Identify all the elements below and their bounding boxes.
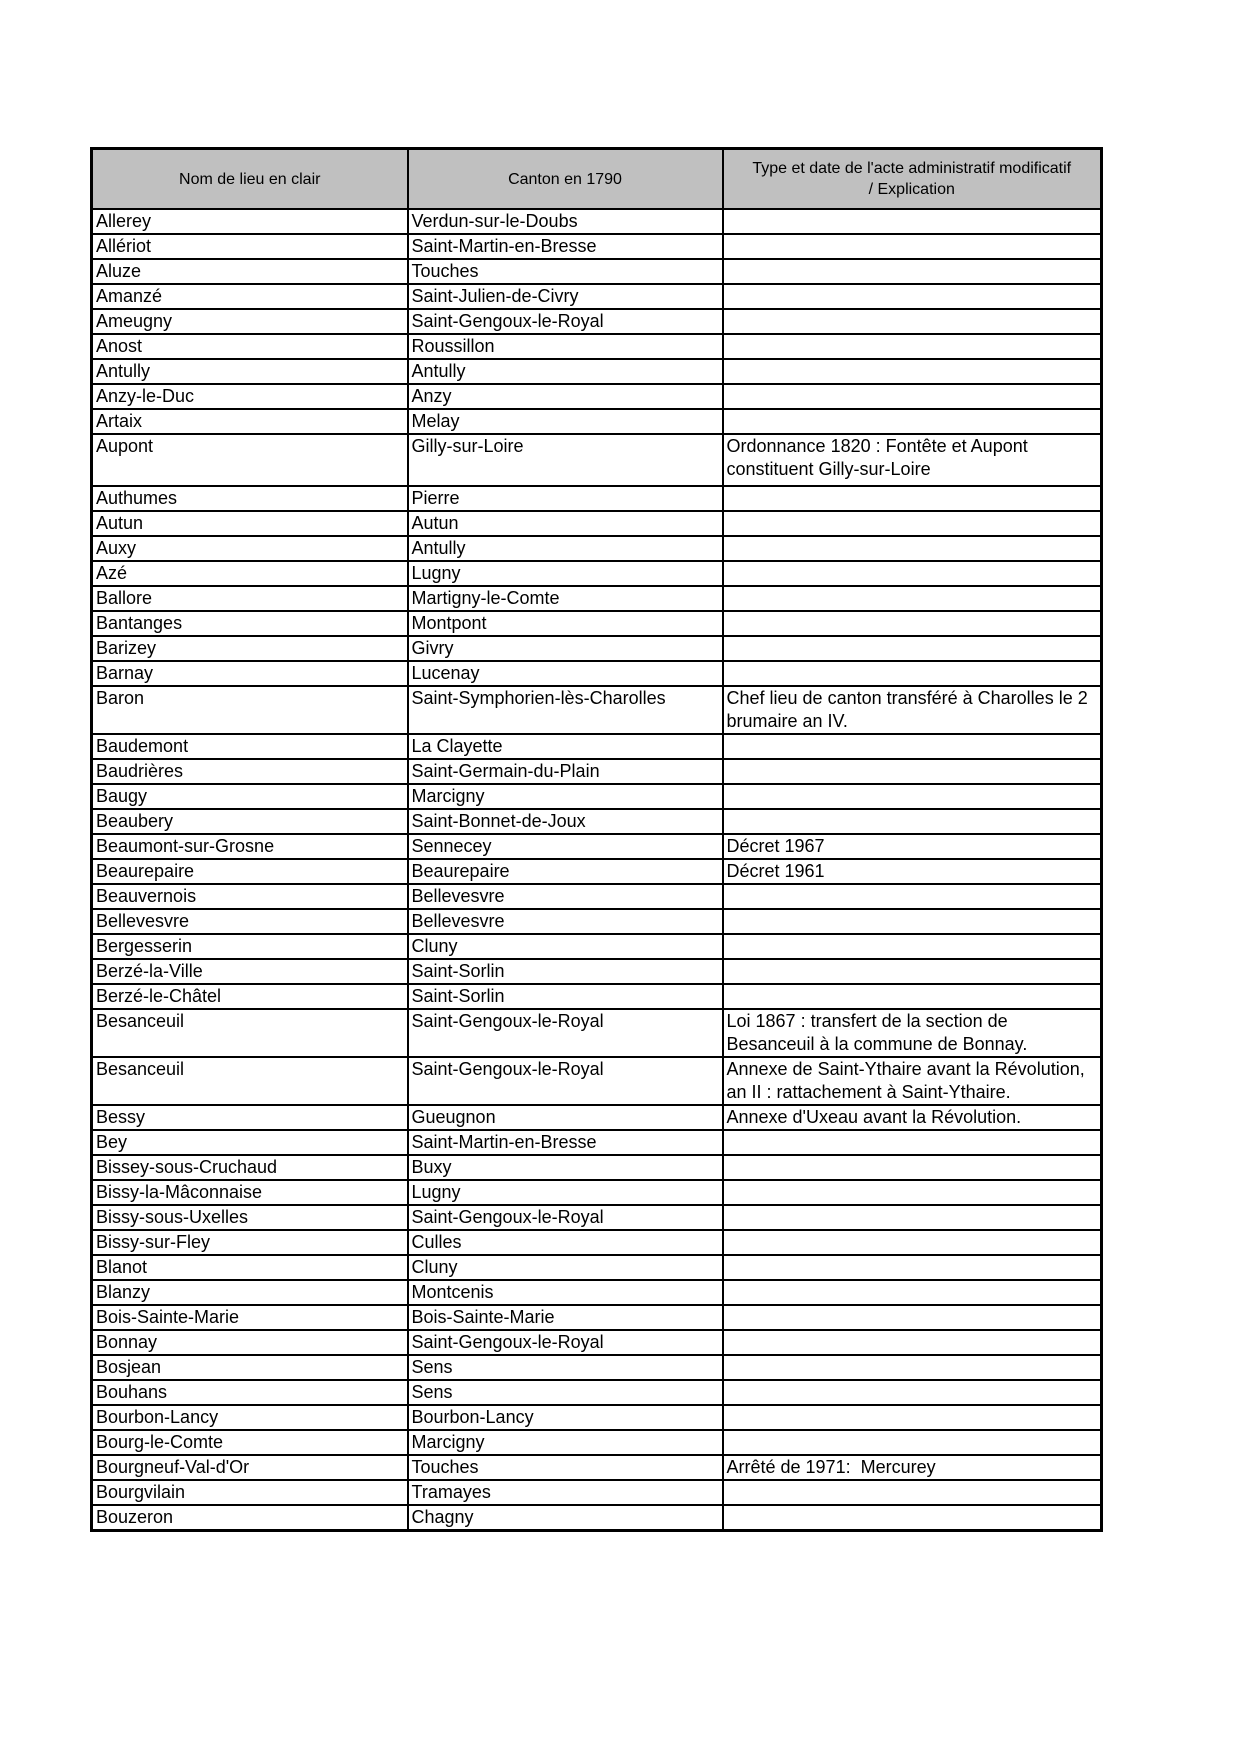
cell-nom: Berzé-le-Châtel xyxy=(92,984,408,1009)
cell-acte xyxy=(723,1355,1102,1380)
table-row xyxy=(92,1057,1102,1105)
cell-canton: Bellevesvre xyxy=(408,884,723,909)
table-row xyxy=(92,1505,1102,1531)
cell-canton: Saint-Symphorien-lès-Charolles xyxy=(408,686,723,734)
cell-nom: Autun xyxy=(92,511,408,536)
cell-nom: Bissy-sous-Uxelles xyxy=(92,1205,408,1230)
cell-nom: Baugy xyxy=(92,784,408,809)
cell-canton: Sens xyxy=(408,1355,723,1380)
cell-nom: Bellevesvre xyxy=(92,909,408,934)
cell-acte xyxy=(723,1505,1102,1531)
cell-nom: Bissey-sous-Cruchaud xyxy=(92,1155,408,1180)
cell-canton: Lucenay xyxy=(408,661,723,686)
table-row xyxy=(92,434,1102,486)
cell-nom: Blanzy xyxy=(92,1280,408,1305)
table-row xyxy=(92,536,1102,561)
cell-acte xyxy=(723,359,1102,384)
cell-canton: Roussillon xyxy=(408,334,723,359)
cell-nom: Antully xyxy=(92,359,408,384)
cell-canton: Saint-Sorlin xyxy=(408,984,723,1009)
cell-canton: Cluny xyxy=(408,1255,723,1280)
cell-acte xyxy=(723,309,1102,334)
cell-nom: Ballore xyxy=(92,586,408,611)
cell-canton: Montcenis xyxy=(408,1280,723,1305)
cell-acte: Annexe d'Uxeau avant la Révolution. xyxy=(723,1105,1102,1130)
table-row xyxy=(92,859,1102,884)
cell-nom: Artaix xyxy=(92,409,408,434)
table-row xyxy=(92,661,1102,686)
table-row xyxy=(92,1155,1102,1180)
cell-nom: Bantanges xyxy=(92,611,408,636)
cell-canton: Sens xyxy=(408,1380,723,1405)
cell-acte xyxy=(723,984,1102,1009)
table-row xyxy=(92,1355,1102,1380)
cell-nom: Baudemont xyxy=(92,734,408,759)
cell-acte xyxy=(723,334,1102,359)
cell-acte: Décret 1967 xyxy=(723,834,1102,859)
cell-nom: Beaumont-sur-Grosne xyxy=(92,834,408,859)
table-row xyxy=(92,1305,1102,1330)
cell-nom: Blanot xyxy=(92,1255,408,1280)
cell-nom: Amanzé xyxy=(92,284,408,309)
cell-canton: Anzy xyxy=(408,384,723,409)
cell-canton: Saint-Gengoux-le-Royal xyxy=(408,1330,723,1355)
cell-canton: Saint-Martin-en-Bresse xyxy=(408,234,723,259)
table-row xyxy=(92,1280,1102,1305)
cell-nom: Bissy-sur-Fley xyxy=(92,1230,408,1255)
table-row xyxy=(92,586,1102,611)
cell-canton: Saint-Sorlin xyxy=(408,959,723,984)
cell-acte: Chef lieu de canton transféré à Charolles le 2 brumaire an IV. xyxy=(723,686,1102,734)
cell-nom: Bourg-le-Comte xyxy=(92,1430,408,1455)
table-row xyxy=(92,1405,1102,1430)
cell-acte xyxy=(723,1205,1102,1230)
cell-nom: Beauvernois xyxy=(92,884,408,909)
header-nom xyxy=(92,149,408,210)
table-row xyxy=(92,611,1102,636)
cell-nom: Bey xyxy=(92,1130,408,1155)
cell-nom: Anost xyxy=(92,334,408,359)
table-row xyxy=(92,384,1102,409)
cell-nom: Bergesserin xyxy=(92,934,408,959)
cell-canton: Melay xyxy=(408,409,723,434)
cell-canton: Bourbon-Lancy xyxy=(408,1405,723,1430)
cell-canton: Culles xyxy=(408,1230,723,1255)
cell-acte xyxy=(723,784,1102,809)
cell-nom: Bonnay xyxy=(92,1330,408,1355)
cell-canton: Pierre xyxy=(408,486,723,511)
cell-acte xyxy=(723,384,1102,409)
cell-acte xyxy=(723,1305,1102,1330)
cell-acte xyxy=(723,884,1102,909)
cell-nom: Bosjean xyxy=(92,1355,408,1380)
cell-acte xyxy=(723,1230,1102,1255)
cell-acte: Décret 1961 xyxy=(723,859,1102,884)
cell-acte xyxy=(723,1430,1102,1455)
table-row xyxy=(92,259,1102,284)
table-row xyxy=(92,686,1102,734)
cell-canton: Marcigny xyxy=(408,784,723,809)
table-row xyxy=(92,934,1102,959)
table-row xyxy=(92,884,1102,909)
header-acte-label-line2: / Explication xyxy=(868,181,955,198)
cell-canton: Cluny xyxy=(408,934,723,959)
cell-canton: Saint-Julien-de-Civry xyxy=(408,284,723,309)
cell-canton: Bois-Sainte-Marie xyxy=(408,1305,723,1330)
table-row xyxy=(92,284,1102,309)
cell-canton: Saint-Gengoux-le-Royal xyxy=(408,309,723,334)
cell-acte xyxy=(723,511,1102,536)
table-row xyxy=(92,309,1102,334)
cell-acte xyxy=(723,1180,1102,1205)
cell-nom: Bourgvilain xyxy=(92,1480,408,1505)
table-row xyxy=(92,759,1102,784)
table-row xyxy=(92,234,1102,259)
cell-canton: Touches xyxy=(408,1455,723,1480)
table-row xyxy=(92,561,1102,586)
cell-acte xyxy=(723,259,1102,284)
cell-acte xyxy=(723,209,1102,234)
cell-acte xyxy=(723,809,1102,834)
cell-canton: Gilly-sur-Loire xyxy=(408,434,723,486)
cell-acte xyxy=(723,486,1102,511)
cell-canton: Lugny xyxy=(408,561,723,586)
table-row xyxy=(92,1180,1102,1205)
cell-canton: La Clayette xyxy=(408,734,723,759)
cell-nom: Barizey xyxy=(92,636,408,661)
cell-canton: Antully xyxy=(408,536,723,561)
cell-canton: Saint-Martin-en-Bresse xyxy=(408,1130,723,1155)
cell-canton: Saint-Gengoux-le-Royal xyxy=(408,1057,723,1105)
communes-table xyxy=(90,147,1103,1532)
cell-nom: Bois-Sainte-Marie xyxy=(92,1305,408,1330)
table-row xyxy=(92,511,1102,536)
table-row xyxy=(92,1230,1102,1255)
table-row xyxy=(92,1009,1102,1057)
table-row xyxy=(92,409,1102,434)
cell-acte xyxy=(723,586,1102,611)
header-nom-label: Nom de lieu en clair xyxy=(179,170,321,188)
cell-acte xyxy=(723,234,1102,259)
cell-nom: Allerey xyxy=(92,209,408,234)
table-row xyxy=(92,1105,1102,1130)
cell-canton: Verdun-sur-le-Doubs xyxy=(408,209,723,234)
cell-acte xyxy=(723,1255,1102,1280)
cell-nom: Besanceuil xyxy=(92,1009,408,1057)
table-header-row xyxy=(92,149,1102,210)
cell-nom: Baudrières xyxy=(92,759,408,784)
cell-nom: Bourgneuf-Val-d'Or xyxy=(92,1455,408,1480)
cell-nom: Anzy-le-Duc xyxy=(92,384,408,409)
cell-canton: Chagny xyxy=(408,1505,723,1531)
cell-nom: Berzé-la-Ville xyxy=(92,959,408,984)
cell-acte: Arrêté de 1971: Mercurey xyxy=(723,1455,1102,1480)
table-row xyxy=(92,984,1102,1009)
cell-canton: Saint-Gengoux-le-Royal xyxy=(408,1205,723,1230)
cell-canton: Givry xyxy=(408,636,723,661)
cell-canton: Antully xyxy=(408,359,723,384)
cell-canton: Lugny xyxy=(408,1180,723,1205)
cell-nom: Auxy xyxy=(92,536,408,561)
table-row xyxy=(92,1480,1102,1505)
table-row xyxy=(92,209,1102,234)
cell-nom: Bouhans xyxy=(92,1380,408,1405)
cell-nom: Authumes xyxy=(92,486,408,511)
cell-nom: Aupont xyxy=(92,434,408,486)
table-row xyxy=(92,784,1102,809)
cell-acte xyxy=(723,1330,1102,1355)
cell-acte xyxy=(723,409,1102,434)
cell-nom: Bissy-la-Mâconnaise xyxy=(92,1180,408,1205)
cell-acte: Loi 1867 : transfert de la section de Besanceuil à la commune de Bonnay. xyxy=(723,1009,1102,1057)
cell-acte xyxy=(723,284,1102,309)
cell-nom: Beaurepaire xyxy=(92,859,408,884)
cell-canton: Montpont xyxy=(408,611,723,636)
table-row xyxy=(92,809,1102,834)
table-row xyxy=(92,1205,1102,1230)
cell-acte xyxy=(723,934,1102,959)
table-row xyxy=(92,1255,1102,1280)
cell-nom: Aluze xyxy=(92,259,408,284)
table-row xyxy=(92,1430,1102,1455)
cell-canton: Saint-Germain-du-Plain xyxy=(408,759,723,784)
table-row xyxy=(92,734,1102,759)
cell-acte xyxy=(723,1130,1102,1155)
table-row xyxy=(92,1130,1102,1155)
table-row xyxy=(92,834,1102,859)
cell-nom: Besanceuil xyxy=(92,1057,408,1105)
cell-canton: Saint-Bonnet-de-Joux xyxy=(408,809,723,834)
table-row xyxy=(92,636,1102,661)
cell-canton: Autun xyxy=(408,511,723,536)
cell-acte xyxy=(723,636,1102,661)
cell-canton: Sennecey xyxy=(408,834,723,859)
table-row xyxy=(92,486,1102,511)
header-acte-label-line1: Type et date de l'acte administratif modificatif xyxy=(752,160,1072,177)
cell-nom: Allériot xyxy=(92,234,408,259)
cell-canton: Martigny-le-Comte xyxy=(408,586,723,611)
cell-canton: Saint-Gengoux-le-Royal xyxy=(408,1009,723,1057)
cell-acte xyxy=(723,1480,1102,1505)
cell-nom: Ameugny xyxy=(92,309,408,334)
cell-nom: Baron xyxy=(92,686,408,734)
cell-acte xyxy=(723,661,1102,686)
table-row xyxy=(92,1330,1102,1355)
cell-nom: Bessy xyxy=(92,1105,408,1130)
header-acte xyxy=(723,149,1102,210)
header-canton-label: Canton en 1790 xyxy=(508,170,622,188)
cell-acte xyxy=(723,959,1102,984)
cell-nom: Azé xyxy=(92,561,408,586)
cell-acte: Ordonnance 1820 : Fontête et Aupont constituent Gilly-sur-Loire xyxy=(723,434,1102,486)
cell-acte xyxy=(723,561,1102,586)
cell-acte xyxy=(723,1380,1102,1405)
table-row xyxy=(92,1455,1102,1480)
table-row xyxy=(92,1380,1102,1405)
table-row xyxy=(92,909,1102,934)
cell-acte xyxy=(723,759,1102,784)
cell-acte xyxy=(723,1405,1102,1430)
cell-nom: Barnay xyxy=(92,661,408,686)
cell-nom: Bourbon-Lancy xyxy=(92,1405,408,1430)
cell-canton: Touches xyxy=(408,259,723,284)
cell-acte: Annexe de Saint-Ythaire avant la Révolution, an II : rattachement à Saint-Ythaire. xyxy=(723,1057,1102,1105)
cell-nom: Bouzeron xyxy=(92,1505,408,1531)
cell-acte xyxy=(723,1155,1102,1180)
cell-canton: Beaurepaire xyxy=(408,859,723,884)
table-row xyxy=(92,359,1102,384)
cell-acte xyxy=(723,1280,1102,1305)
cell-canton: Bellevesvre xyxy=(408,909,723,934)
table-row xyxy=(92,334,1102,359)
cell-acte xyxy=(723,734,1102,759)
cell-canton: Gueugnon xyxy=(408,1105,723,1130)
header-canton xyxy=(408,149,723,210)
table-body xyxy=(92,209,1102,1531)
cell-canton: Buxy xyxy=(408,1155,723,1180)
cell-acte xyxy=(723,536,1102,561)
table-row xyxy=(92,959,1102,984)
cell-canton: Marcigny xyxy=(408,1430,723,1455)
cell-nom: Beaubery xyxy=(92,809,408,834)
cell-canton: Tramayes xyxy=(408,1480,723,1505)
cell-acte xyxy=(723,611,1102,636)
cell-acte xyxy=(723,909,1102,934)
